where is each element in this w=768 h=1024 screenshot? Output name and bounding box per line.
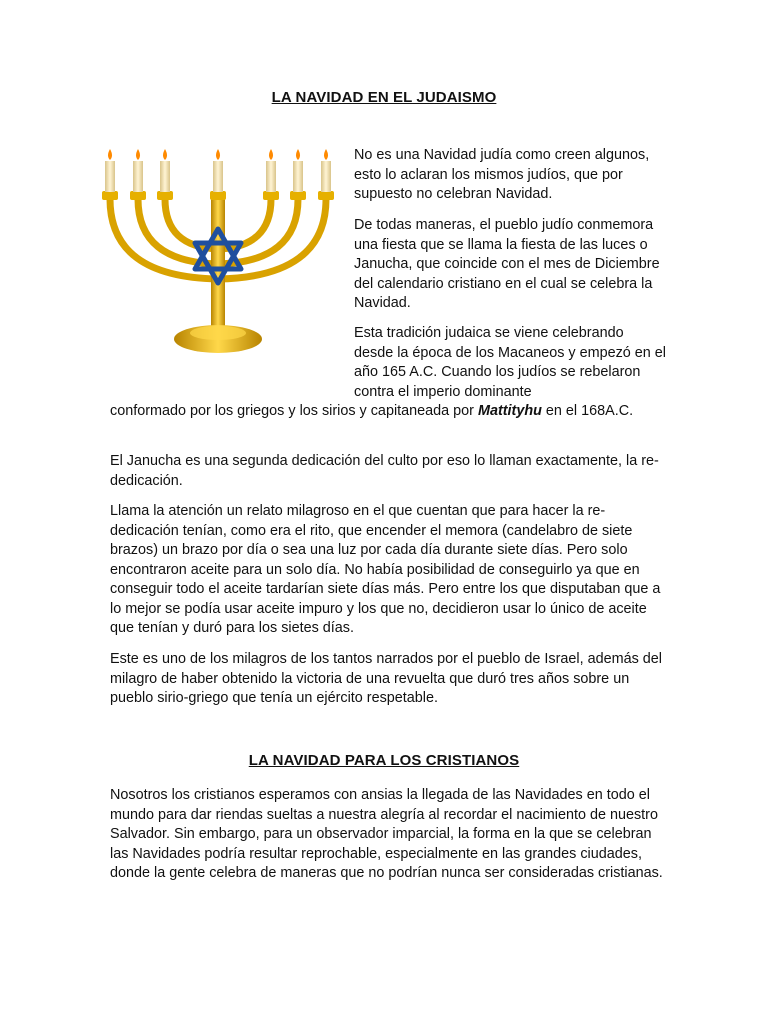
- paragraph-3: Esta tradición judaica se viene celebrando desde la época de los Macaneos y empezó en el año 165 A.C. Cuando los judíos se rebelaron contra el imperio dominante: [354, 325, 666, 400]
- paragraph-1: No es una Navidad judía como creen algunos, esto lo aclaran los mismos judíos, que por supuesto no celebran Navidad.: [354, 147, 650, 202]
- paragraph-5: Llama la atención un relato milagroso en el que cuentan que para hacer la re-dedicación tenían, como era el rito, que encender el memora (candelabro de siete brazos) un brazo por día o sea una luz por cada día durante siete días. Pero solo encontraron aceite para un solo día. No había posibilidad de conseguirlo ya que en conseguir todo el aceite tardarían siete días más. Pero entre los que disputaban que a lo mejor se podía usar aceite impuro y los que no, decidieron usar lo único de aceite que tenían y duró para los sietes días.: [110, 503, 661, 636]
- paragraph-6: Este es uno de los milagros de los tantos narrados por el pueblo de Israel, además del milagro de haber obtenido la victoria de una revuelta que duró tres años sobre un pueblo sirio-griego que tenía un ejército respetable.: [110, 651, 662, 706]
- section1-title: LA NAVIDAD EN EL JUDAISMO: [271, 89, 497, 106]
- section2-title: LA NAVIDAD PARA LOS CRISTIANOS: [248, 752, 520, 769]
- paragraph-3-text-b: conformado por los griegos y los sirios y capitaneada por: [110, 403, 478, 419]
- paragraph-3-cont: [110, 402, 666, 422]
- menorah-icon: [98, 147, 338, 362]
- paragraph-3-text-c: en el 168A.C.: [541, 403, 634, 419]
- paragraph-7: Nosotros los cristianos esperamos con ansias la llegada de las Navidades en todo el mundo para dar riendas sueltas a nuestra alegría al recordar el nacimiento de nuestro Salvador. Sin embargo, para un observador imparcial, la forma en la que se celebran las Navidades podría resultar reprochable, especialmente en las grandes ciudades, donde la gente celebra de maneras que no podrían nunca ser consideradas cristianas.: [110, 787, 663, 881]
- paragraph-2: De todas maneras, el pueblo judío conmemora una fiesta que se llama la fiesta de las luces o Janucha, que coincide con el mes de Diciembre del calendario cristiano en el cual se celebra la Navidad.: [354, 217, 660, 311]
- mattityhu-name: Mattityhu: [477, 403, 542, 419]
- paragraph-4: El Janucha es una segunda dedicación del culto por eso lo llaman exactamente, la re-dedicación.: [110, 453, 659, 489]
